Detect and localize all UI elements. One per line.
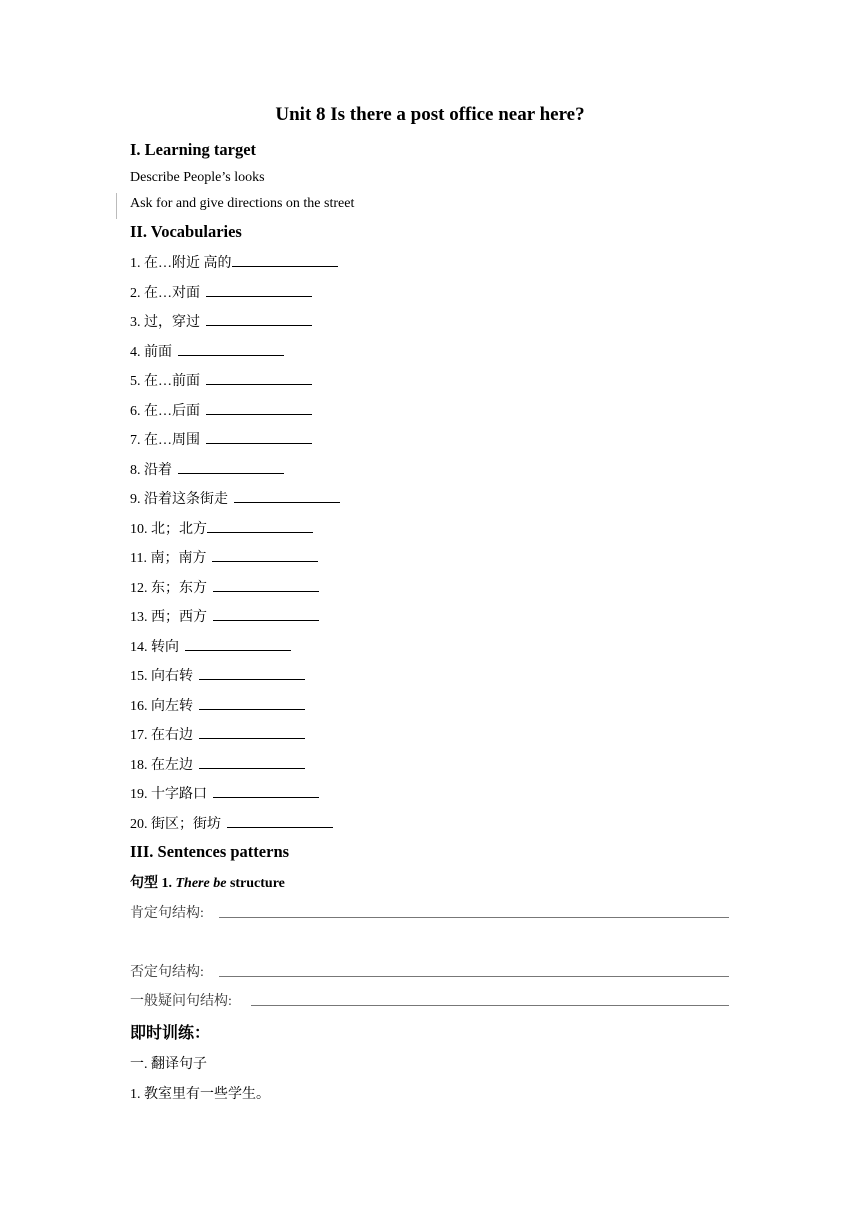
affirmative-structure-label: 肯定句结构: (130, 906, 204, 921)
vocab-prompt: 9. 沿着这条街走 (130, 492, 228, 507)
question-answer-line[interactable] (251, 1005, 729, 1006)
vocab-item (130, 311, 312, 331)
vocab-item (130, 488, 340, 508)
section-sentence-patterns-heading: III. Sentences patterns (130, 842, 290, 861)
vocab-item (130, 695, 305, 715)
answer-blank[interactable] (199, 695, 305, 710)
vocab-item (130, 547, 318, 567)
vocab-prompt: 14. 转向 (130, 640, 179, 655)
vocab-prompt: 12. 东；东方 (130, 581, 207, 596)
pattern-italic: There be (175, 876, 227, 891)
vocab-item (130, 459, 284, 479)
vocab-prompt: 2. 在…对面 (130, 286, 200, 301)
answer-blank[interactable] (185, 636, 291, 651)
page-title: Unit 8 Is there a post office near here? (275, 104, 585, 125)
vocab-item (130, 665, 305, 685)
vocab-item (130, 783, 319, 803)
vocab-item (130, 754, 305, 774)
question-structure-label: 一般疑问句结构: (130, 994, 232, 1009)
margin-mark (116, 193, 117, 219)
vocab-item (130, 429, 312, 449)
vocab-prompt: 19. 十字路口 (130, 787, 207, 802)
answer-blank[interactable] (212, 547, 318, 562)
answer-blank[interactable] (178, 459, 284, 474)
negative-answer-line[interactable] (219, 976, 729, 977)
answer-blank[interactable] (227, 813, 333, 828)
answer-blank[interactable] (234, 488, 340, 503)
answer-blank[interactable] (232, 252, 338, 267)
negative-structure-label: 否定句结构: (130, 965, 204, 980)
vocab-item (130, 636, 291, 656)
practice-subheading: 一. 翻译句子 (130, 1057, 207, 1072)
vocab-prompt: 3. 过，穿过 (130, 315, 200, 330)
answer-blank[interactable] (178, 341, 284, 356)
answer-blank[interactable] (206, 370, 312, 385)
answer-blank[interactable] (206, 311, 312, 326)
section-vocabularies-heading: II. Vocabularies (130, 222, 242, 241)
learning-target-item: Ask for and give directions on the street (130, 196, 355, 211)
pattern-heading (130, 872, 285, 892)
vocab-item (130, 813, 333, 833)
vocab-prompt: 4. 前面 (130, 345, 172, 360)
answer-blank[interactable] (199, 724, 305, 739)
vocab-prompt: 15. 向右转 (130, 669, 193, 684)
vocab-prompt: 20. 街区；街坊 (130, 817, 221, 832)
affirmative-answer-line[interactable] (219, 917, 729, 918)
vocab-prompt: 1. 在…附近 高的 (130, 256, 232, 271)
vocab-item (130, 282, 312, 302)
vocab-item (130, 606, 319, 626)
answer-blank[interactable] (207, 518, 313, 533)
pattern-prefix: 句型 1. (130, 876, 176, 891)
answer-blank[interactable] (206, 429, 312, 444)
vocab-item (130, 370, 312, 390)
answer-blank[interactable] (199, 754, 305, 769)
vocab-prompt: 6. 在…后面 (130, 404, 200, 419)
answer-blank[interactable] (199, 665, 305, 680)
vocab-item (130, 252, 338, 272)
vocab-prompt: 16. 向左转 (130, 699, 193, 714)
practice-heading: 即时训练： (130, 1023, 211, 1042)
vocab-prompt: 7. 在…周围 (130, 433, 200, 448)
practice-item: 1. 教室里有一些学生。 (130, 1087, 270, 1102)
answer-blank[interactable] (213, 606, 319, 621)
vocab-item (130, 577, 319, 597)
vocab-prompt: 5. 在…前面 (130, 374, 200, 389)
vocab-item (130, 341, 284, 361)
answer-blank[interactable] (206, 282, 312, 297)
answer-blank[interactable] (213, 577, 319, 592)
section-learning-target-heading: I. Learning target (130, 140, 257, 159)
vocab-prompt: 17. 在右边 (130, 728, 193, 743)
vocab-item (130, 400, 312, 420)
vocab-item (130, 518, 313, 538)
vocab-prompt: 18. 在左边 (130, 758, 193, 773)
answer-blank[interactable] (206, 400, 312, 415)
vocab-prompt: 11. 南；南方 (130, 551, 207, 566)
vocab-prompt: 8. 沿着 (130, 463, 172, 478)
vocab-prompt: 10. 北；北方 (130, 522, 207, 537)
learning-target-item: Describe People’s looks (130, 170, 265, 185)
vocab-prompt: 13. 西；西方 (130, 610, 207, 625)
answer-blank[interactable] (213, 783, 319, 798)
vocab-item (130, 724, 305, 744)
pattern-suffix: structure (226, 876, 285, 891)
